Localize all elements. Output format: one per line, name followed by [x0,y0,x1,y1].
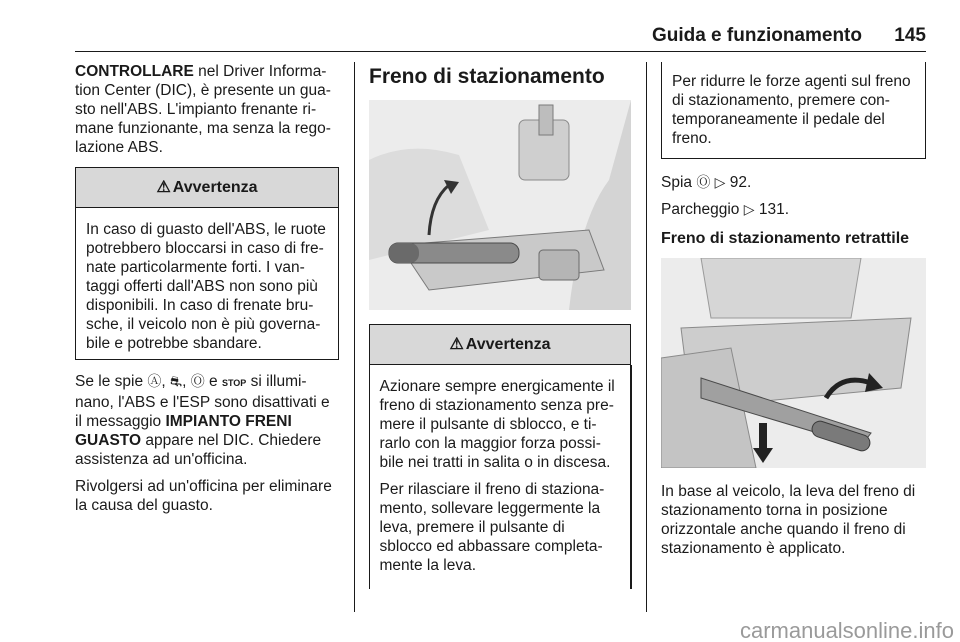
column-left [75,62,339,523]
warning-continuation-box: Per ridurre le forze agenti sul freno di stazionamento, premere con- temporaneamente il pedale del freno. [661,62,926,159]
warning-header [76,168,338,208]
retractable-brake-illustration [661,258,926,468]
section-heading: Freno di stazionamento [369,65,605,88]
spia-reference [661,173,926,192]
column-middle [369,62,631,589]
parking-brake-illustration [369,100,631,310]
warning-title: Avvertenza [172,179,258,196]
brake-lamp-icon: Ⓞ [190,373,205,389]
page-number: 145 [894,25,926,46]
warning-box [75,167,339,360]
page-reference[interactable]: 92. [729,174,752,191]
esp-lamp-icon: ⛐ [170,373,183,389]
parcheggio-reference [661,200,926,219]
workshop-paragraph: Rivolgersi ad un'officina per eliminare la causa del guasto. [75,478,332,514]
page-header [75,24,926,52]
retractable-paragraph: In base al veicolo, la leva del freno di stazionamento torna in posizione orizzontale anche quando il freno di stazionamento è applicato. [661,483,916,557]
warning-body [369,365,632,589]
chapter-title: Guida e funzionamento [651,25,862,46]
reference-label: Parcheggio [661,201,740,218]
warning-title: Avvertenza [465,336,551,353]
lamps-paragraph: Se le spie Ⓐ, ⛐, Ⓞ e STOP si illumi- nano, l'ABS e l'ESP sono disattivati e il messaggio IMPIANTO FRENI GUASTO appare nel DIC. Chiedere assistenza ad un'officina. [75,373,330,468]
reference-arrow-icon: ▷ [714,174,726,190]
paragraph-text: appare nel DIC. Chiedere assistenza ad un'officina. [75,432,322,468]
bold-term: IMPIANTO FRENI GUASTO [75,413,292,449]
column-right [661,62,926,566]
warning-icon: ⚠ [449,336,464,353]
abs-lamp-icon: Ⓐ [147,373,162,389]
reference-arrow-icon: ▷ [743,201,755,217]
warning-body: In caso di guasto dell'ABS, le ruote potrebbero bloccarsi in caso di fre- nate particolarmente forti. I van- taggi offerti dall'ABS non sono più disponibili. In caso di frenate bru- sche, il veicolo non è più governa- bile e potrebbe sbandare. [86,221,326,352]
subsection-heading: Freno di stazionamento retrattile [661,230,910,247]
bold-term: CONTROLLARE [75,63,194,80]
column-divider [646,62,647,612]
column-divider [354,62,355,612]
paragraph-text: nel Driver Informa- tion Center (DIC), è presente un gua- sto nell'ABS. L'impianto frenante ri- mane funzionante, ma senza la rego- lazione ABS. [75,63,331,156]
stop-lamp-icon: STOP [221,378,247,388]
warning-header [370,325,630,365]
warning-paragraph: Per rilasciare il freno di staziona- mento, sollevare leggermente la leva, premere il pulsante di sblocco ed abbassare completa- mente la leva. [379,481,605,574]
paragraph-text: si illumi- nano, l'ABS e l'ESP sono disattivati e il messaggio [75,373,330,430]
page-reference[interactable]: 131. [758,201,789,218]
brake-lamp-icon: Ⓞ [696,174,711,190]
warning-box [369,324,631,589]
reference-label: Spia [661,174,693,191]
warning-icon: ⚠ [156,179,171,196]
abs-paragraph [75,62,339,157]
watermark: carmanualsonline.info [739,618,954,642]
paragraph-text: Se le spie [75,373,148,390]
warning-paragraph: Azionare sempre energicamente il freno di stazionamento senza pre- mere il pulsante di sblocco, e ti- rarlo con la maggior forza possi- bile nei tratti in salita o in discesa. [379,378,615,471]
